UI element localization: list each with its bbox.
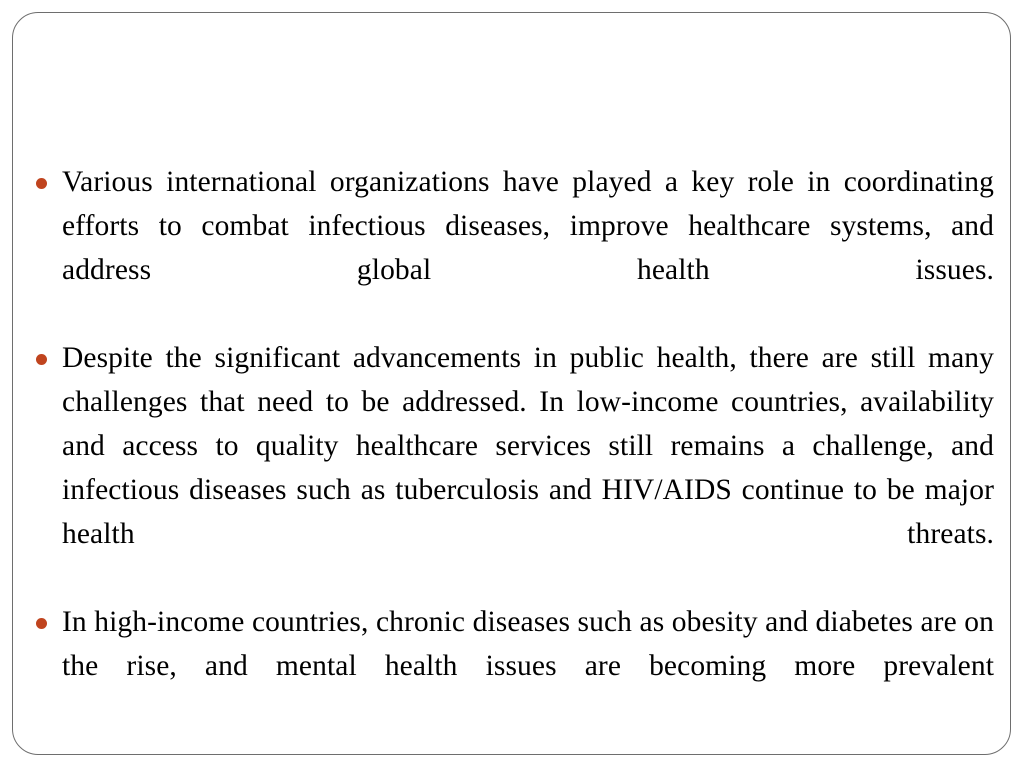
bullet-text-3: In high-income countries, chronic diseases such as obesity and diabetes are on the rise, and mental health issues are becoming more prevalent [62,606,994,682]
round-bullet-icon [36,600,62,629]
bullet-text-2: Despite the significant advancements in public health, there are still many challenges that need to be addressed. In low-income countries, availability and access to quality healthcare services still remains a challenge, and infectious diseases such as tuberculosis and HIV/AIDS continue to be major health threats. [62,342,994,550]
round-bullet-icon [36,336,62,365]
bullet-list [36,160,994,732]
bullet-text-1: Various international organizations have played a key role in coordinating efforts to combat infectious diseases, improve healthcare systems, and address global health issues. [62,166,994,286]
list-item [36,160,994,336]
round-bullet-icon [36,160,62,189]
list-item [36,336,994,600]
list-item [36,600,994,732]
